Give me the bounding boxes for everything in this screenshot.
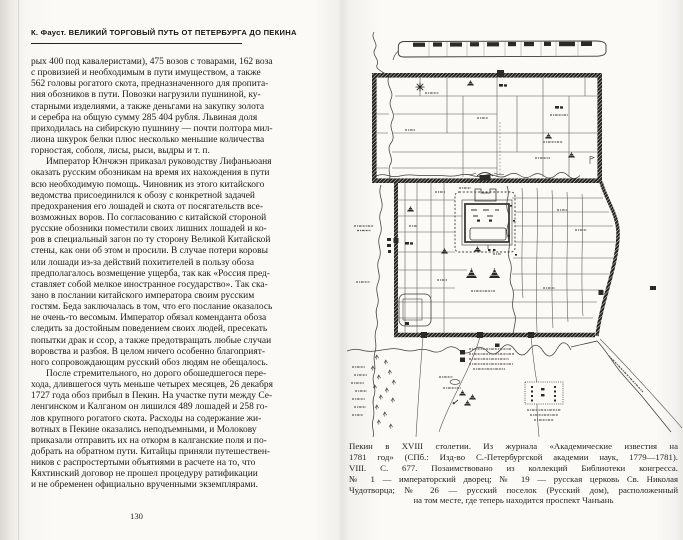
text-line: предохранения его лошадей и скота от посягательств все- (31, 201, 263, 212)
temple-glyph (466, 268, 477, 278)
text-line: добрать на обратном пути. Китайцы приняли путешествен- (31, 446, 271, 457)
caption-line: Чудотворца; № 26 — русский поселок (Русский дом), расположенный (349, 484, 678, 495)
text-line: или лошади из-за действий похитителей в пользу обоза (31, 257, 255, 268)
text-line: предполагалось возмещение ущерба, так как «Россия пред- (31, 268, 270, 279)
page-number: 130 (130, 511, 143, 521)
text-line: ров в специальный загон по ту сторону Великой Китайской (31, 235, 271, 246)
north-river (373, 32, 389, 76)
text-line: следить за достойным поведением своих людей, пресекать (31, 324, 268, 335)
north-city (372, 70, 602, 183)
caption-line: № 1 — императорский дворец; № 19 — русская церковь Св. Николая (349, 473, 678, 484)
text-line: приказали отправить их на откорм в калганские поля и по- (31, 435, 267, 446)
beijing-map-figure (347, 30, 683, 438)
text-line: ленгинском и Калганом он лишился 489 лошадей и 258 го- (31, 402, 268, 413)
map-legend (460, 349, 515, 369)
text-line: После стремительного, но дорого обошедшегося пере- (46, 368, 267, 379)
text-line: 562 головы рогатого скота, предназначенного для пропита- (31, 79, 269, 90)
text-line: не очень-то весомым. Император обязал коменданта обоза (31, 313, 267, 324)
text-line: русские обозники поместили своих лишних лошадей и ко- (31, 224, 267, 235)
text-line: горностая, соболя, лисы, рыси, выдры и т. п. (31, 146, 210, 157)
text-line: ного сопровождающим русский обоз людям не обещалось. (31, 357, 269, 368)
text-line: стены, как они об этом и просили. В случае потери коровы (31, 246, 268, 257)
header-rule (31, 43, 242, 44)
text-line: ников с распростертыми объятиями в расчете на то, что (31, 458, 256, 469)
caption-line: на том месте, где теперь находится проспект Чанъань (413, 495, 614, 506)
temple-glyph (489, 268, 500, 278)
text-line: оказать русским обозникам на время их нахождения в пути (31, 168, 270, 179)
caption-line: Пекин в XVIII столетии. Из журнала «Академические известия на (349, 441, 678, 451)
text-line: старными изделиями, а также деньгами на закупку золота (31, 101, 265, 112)
text-line: ведомства присоединился к обозу с конкретной задачей (31, 190, 255, 201)
text-line: 1727 года обоз прибыл в Пекин. На участке пути между Се- (31, 391, 273, 402)
text-line: и серебра на общую сумму 285 404 рубля. Львиная доля (31, 112, 258, 123)
text-line: возможных воров. По согласованию с китайской стороной (31, 212, 267, 223)
text-line: рых 400 под кавалеристами), 475 возов с товарами, 162 воза (31, 57, 273, 67)
text-line: лов крупного рогатого скота. Расходы на содержание жи- (31, 413, 262, 424)
text-line: воровства и разбоя. В целом ничего особенно благоприят- (31, 346, 265, 357)
text-line: всю необходимую помощь. Чиновник из этого китайского (31, 179, 265, 190)
text-line: лиона шкурок белки плюс несколько меньшие количества (31, 134, 265, 145)
south-city (394, 182, 619, 338)
text-line: Император Юнчжэн приказал руководству Лифаньюаня (46, 157, 272, 168)
running-header: К. Фауст. ВЕЛИКИЙ ТОРГОВЫЙ ПУТЬ ОТ ПЕТЕРБУРГА ДО ПЕКИНА (31, 28, 297, 37)
caption-line: VIII. С. 677. Позаимствовано из коллекций Библиотеки конгресса. (349, 462, 678, 473)
temple-of-heaven (525, 382, 563, 420)
text-line: гостям. Беда заключалась в том, что его послание оказалось (31, 302, 273, 313)
text-line: приходилась на сибирскую пушнину — почти полтора мил- (31, 123, 273, 134)
figure-caption (349, 441, 678, 506)
left-body-text (31, 57, 273, 491)
text-line: ставляет собой мелкое иностранное государство». Так ска- (31, 279, 268, 290)
text-line: попытки драк и ссор, а также предотвращать любые случаи (31, 335, 272, 346)
sun-symbol (416, 83, 425, 92)
text-line: ния обозников в пути. Повозки нагрузили пушниной, ку- (31, 90, 261, 101)
text-line: зано в послании китайского императора своим русским (31, 290, 255, 301)
text-line: хода, длившегося чуть меньше четырех месяцев, 26 декабря (31, 380, 273, 391)
text-line: и не обременен официально врученными экземплярами. (31, 480, 258, 491)
ruined-wall-bar (393, 41, 606, 60)
page-edge (18, 0, 19, 540)
text-line: вотных в Пекине оказались неподъемными, и Молокову (31, 424, 257, 435)
caption-line: 1781 год» (СПб.: Изд-во С.-Петербургской академии наук, 1779—1781). (349, 451, 678, 462)
text-line: Кяхтинский договор не прошел процедуру ратификации (31, 469, 258, 480)
text-line: с провизией и необходимым в пути имуществом, а также (31, 68, 261, 79)
